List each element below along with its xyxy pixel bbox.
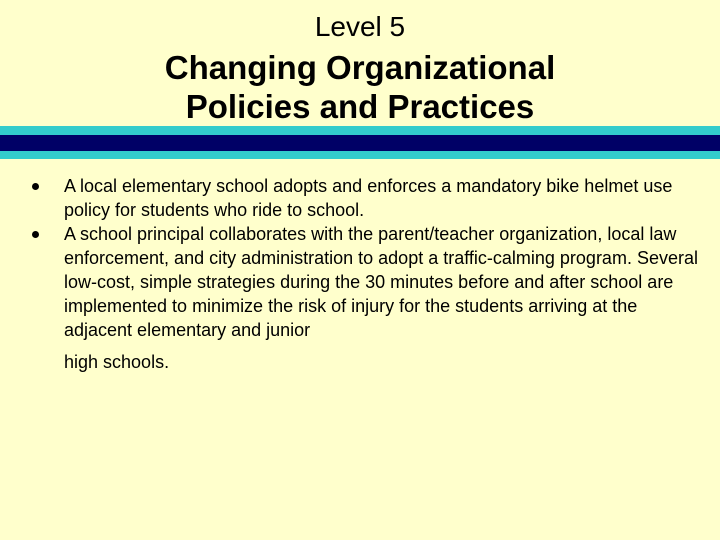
page-title-line-1: Changing Organizational (164, 49, 556, 86)
bullet-text-continuation: high schools. (64, 352, 170, 372)
page-title (0, 48, 720, 126)
bullet-text: A local elementary school adopts and enforces a mandatory bike helmet use policy for students who ride to school. (64, 176, 673, 220)
bullet-text: A school principal collaborates with the parent/teacher organization, local law enforcement, and city administration to adopt a traffic-calming program. Several low-cost, simple strategies during the 30 minutes before and after school are implemented to minimize the risk of injury for the students arriving at the adjacent elementary and junior (64, 224, 698, 340)
level-title: Level 5 (314, 11, 406, 42)
bullet-point-icon (32, 183, 39, 190)
page-title-line-2: Policies and Practices (185, 88, 535, 125)
title-divider-navy (0, 135, 720, 151)
bullet-item (32, 174, 702, 222)
title-divider-teal-top (0, 126, 720, 135)
bullet-item (32, 222, 702, 374)
title-divider-teal-bottom (0, 151, 720, 159)
bullet-point-icon (32, 231, 39, 238)
bullet-list (32, 174, 702, 374)
